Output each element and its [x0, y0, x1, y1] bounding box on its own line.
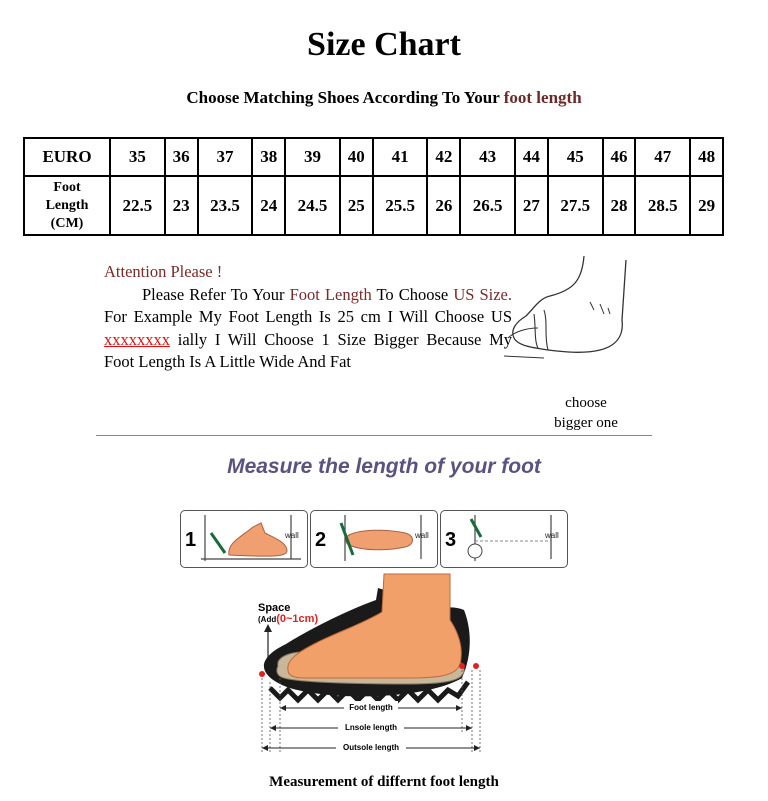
insole-length-label: Lnsole length [345, 723, 397, 732]
euro-cell: 44 [515, 138, 548, 176]
euro-cell: 35 [110, 138, 165, 176]
attention-note [104, 261, 512, 374]
euro-cell: 36 [165, 138, 198, 176]
measure-heading: Measure the length of your foot [227, 455, 541, 478]
foot-cm-cell: 24.5 [285, 176, 340, 235]
foot-length-header [24, 176, 110, 235]
foot-cm-cell: 29 [690, 176, 723, 235]
note-redacted: xxxxxxxx [104, 329, 170, 349]
section-divider [96, 435, 652, 436]
euro-cell: 37 [198, 138, 253, 176]
euro-cell: 39 [285, 138, 340, 176]
choose-line: bigger one [554, 415, 618, 431]
foot-cm-cell: 23 [165, 176, 198, 235]
page-subtitle [0, 88, 768, 108]
choose-bigger-label [540, 393, 632, 433]
wall-label: wall [415, 531, 429, 540]
note-text: Please Refer To Your [142, 284, 290, 304]
shoe-foot-diagram [258, 570, 488, 760]
foot-cm-cell: 26 [427, 176, 460, 235]
step-number: 1 [185, 529, 197, 551]
foot-cm-cell: 27 [515, 176, 548, 235]
foot-cm-cell: 28.5 [635, 176, 690, 235]
note-highlight: Foot Length [289, 284, 372, 304]
page-title: Size Chart [307, 26, 461, 63]
size-table [23, 137, 724, 236]
space-range: (0~1cm) [276, 613, 319, 625]
note-text: ially I Will Choose 1 Size Bigger Because My Foot Length Is A Little Wide And Fat [104, 329, 512, 371]
step-3-panel [440, 510, 568, 568]
note-body [104, 284, 512, 374]
foot-length-header-line: Length [45, 197, 89, 213]
foot-sketch-illustration [504, 250, 634, 380]
diagram-caption: Measurement of differnt foot length [269, 774, 499, 790]
space-prefix: (Add [258, 615, 277, 624]
foot-cm-cell: 26.5 [460, 176, 515, 235]
foot-cm-cell: 22.5 [110, 176, 165, 235]
wall-label: wall [285, 531, 299, 540]
euro-cell: 40 [340, 138, 373, 176]
euro-cell: 48 [690, 138, 723, 176]
euro-cell: 47 [635, 138, 690, 176]
euro-cell: 38 [252, 138, 285, 176]
foot-cm-cell: 27.5 [548, 176, 603, 235]
euro-row [24, 138, 723, 176]
foot-length-row [24, 176, 723, 235]
step-2-panel [310, 510, 438, 568]
space-title: Space [258, 602, 291, 614]
step-1-panel [180, 510, 308, 568]
step-number: 3 [445, 529, 457, 551]
foot-cm-cell: 28 [603, 176, 636, 235]
attention-heading: Attention Please ! [104, 262, 223, 281]
euro-cell: 45 [548, 138, 603, 176]
choose-line: choose [565, 395, 607, 411]
outsole-length-label: Outsole length [343, 743, 399, 752]
foot-length-label: Foot length [349, 703, 393, 712]
wall-label: wall [545, 531, 559, 540]
euro-cell: 46 [603, 138, 636, 176]
foot-cm-cell: 24 [252, 176, 285, 235]
foot-cm-cell: 23.5 [198, 176, 253, 235]
foot-cm-cell: 25 [340, 176, 373, 235]
foot-length-header-line: Foot [53, 179, 81, 195]
euro-cell: 41 [373, 138, 428, 176]
subtitle-text: Choose Matching Shoes According To Your [186, 88, 504, 107]
foot-cm-cell: 25.5 [373, 176, 428, 235]
euro-cell: 43 [460, 138, 515, 176]
euro-header: EURO [24, 138, 110, 176]
note-text: To Choose [371, 284, 454, 304]
subtitle-highlight: foot length [503, 88, 582, 107]
euro-cell: 42 [427, 138, 460, 176]
foot-length-header-line: (CM) [50, 215, 84, 231]
note-text: For Example My Foot Length Is 25 cm I Will Choose US [104, 307, 512, 326]
step-number: 2 [315, 529, 327, 551]
note-highlight: US Size. [453, 284, 513, 304]
